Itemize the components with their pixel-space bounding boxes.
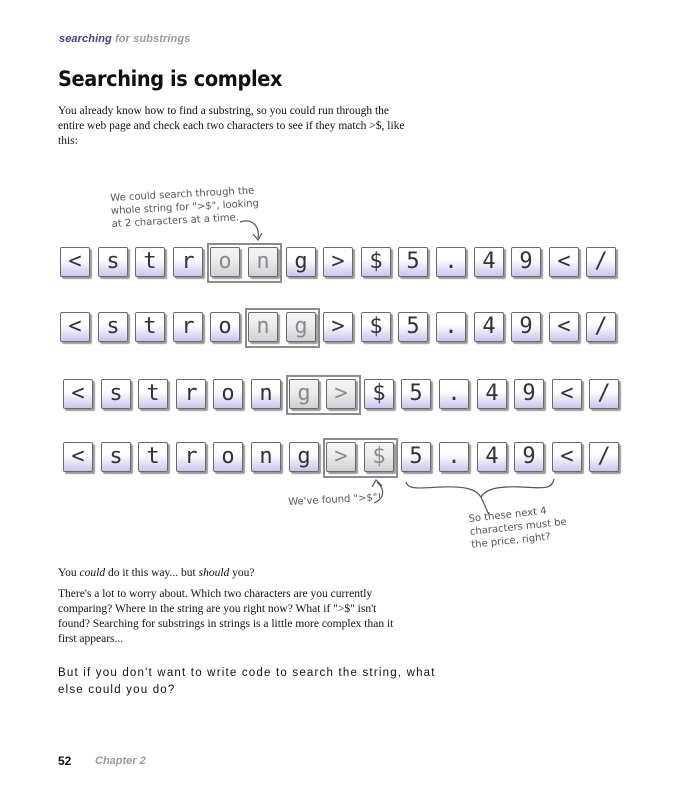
price-annotation: So these next 4 characters must be the price, right?	[468, 505, 568, 551]
character-tile: >	[323, 312, 353, 342]
character-tile: r	[176, 442, 206, 472]
character-tile: <	[549, 312, 579, 342]
character-tile: .	[439, 379, 469, 409]
could-emphasis: could	[79, 567, 106, 579]
character-tile: >	[326, 379, 356, 409]
character-tile: $	[364, 442, 394, 472]
character-tile: >	[326, 442, 356, 472]
character-tile: 4	[477, 379, 507, 409]
character-tile: 5	[398, 312, 428, 342]
character-tile: .	[436, 312, 466, 342]
character-tile: <	[552, 442, 582, 472]
character-tile: s	[101, 379, 131, 409]
price-pointer-icon	[481, 497, 489, 515]
character-tile: 5	[401, 442, 431, 472]
worry-paragraph: There's a lot to worry about. Which two characters are you currently comparing? Where in the string are you right now? What if ">$" isn't found? Searching for substrings in strings is a little more complex than it first appears...	[58, 588, 394, 645]
character-tile: o	[213, 379, 243, 409]
found-annotation: We've found ">$"!	[288, 492, 382, 508]
character-tile: n	[251, 379, 281, 409]
character-tile: n	[248, 312, 278, 342]
character-tile: n	[248, 247, 278, 277]
character-tile: 5	[401, 379, 431, 409]
character-tile: t	[135, 312, 165, 342]
character-tile: r	[173, 312, 203, 342]
character-tile: 9	[511, 312, 541, 342]
character-tile: /	[586, 312, 616, 342]
character-tile: 5	[398, 247, 428, 277]
could-text-3: you?	[229, 567, 255, 579]
character-tile: t	[138, 442, 168, 472]
page-title: Searching is complex	[58, 67, 283, 91]
section-header-light: for substrings	[111, 33, 191, 45]
character-tile: o	[210, 312, 240, 342]
character-tile: o	[210, 247, 240, 277]
chapter-label: Chapter 2	[95, 755, 146, 767]
character-tile: $	[361, 247, 391, 277]
price-brace-icon	[406, 479, 554, 497]
question-paragraph: But if you don't want to write code to search the string, what else could you do?	[58, 667, 436, 696]
character-tile: $	[361, 312, 391, 342]
character-tile: t	[135, 247, 165, 277]
character-tile: 4	[477, 442, 507, 472]
character-tile: g	[286, 312, 316, 342]
character-tile: t	[138, 379, 168, 409]
character-tile: <	[60, 247, 90, 277]
character-tile: n	[251, 442, 281, 472]
character-tile: <	[63, 379, 93, 409]
character-tile: 9	[514, 379, 544, 409]
character-tile: g	[286, 247, 316, 277]
character-tile: r	[176, 379, 206, 409]
page-number: 52	[58, 754, 72, 768]
character-tile: g	[289, 379, 319, 409]
could-text-1: You	[58, 567, 80, 579]
section-header-bold: searching	[59, 33, 112, 45]
intro-paragraph: You already know how to find a substring, so you could run through the entire web page and check each two characters to see if they match >$, like this:	[58, 105, 405, 147]
search-arrow-icon	[240, 221, 258, 238]
character-tile: 9	[511, 247, 541, 277]
character-tile: <	[60, 312, 90, 342]
character-tile: s	[101, 442, 131, 472]
character-tile: $	[364, 379, 394, 409]
character-tile: 9	[514, 442, 544, 472]
search-annotation: We could search through the whole string for ">$", looking at 2 characters at a time.	[110, 185, 260, 230]
character-tile: 4	[474, 312, 504, 342]
character-tile: .	[439, 442, 469, 472]
character-tile: o	[213, 442, 243, 472]
could-paragraph	[58, 566, 410, 581]
character-tile: /	[589, 379, 619, 409]
character-tile: /	[589, 442, 619, 472]
character-tile: >	[323, 247, 353, 277]
character-tile: r	[173, 247, 203, 277]
character-tile: <	[549, 247, 579, 277]
character-tile: <	[63, 442, 93, 472]
character-tile: /	[586, 247, 616, 277]
character-tile: <	[552, 379, 582, 409]
could-text-2: do it this way... but	[105, 567, 199, 579]
character-tile: s	[98, 312, 128, 342]
character-tile: 4	[474, 247, 504, 277]
character-tile: g	[289, 442, 319, 472]
should-emphasis: should	[198, 567, 230, 579]
character-tile: s	[98, 247, 128, 277]
search-arrowhead-icon	[253, 233, 262, 240]
character-tile: .	[436, 247, 466, 277]
